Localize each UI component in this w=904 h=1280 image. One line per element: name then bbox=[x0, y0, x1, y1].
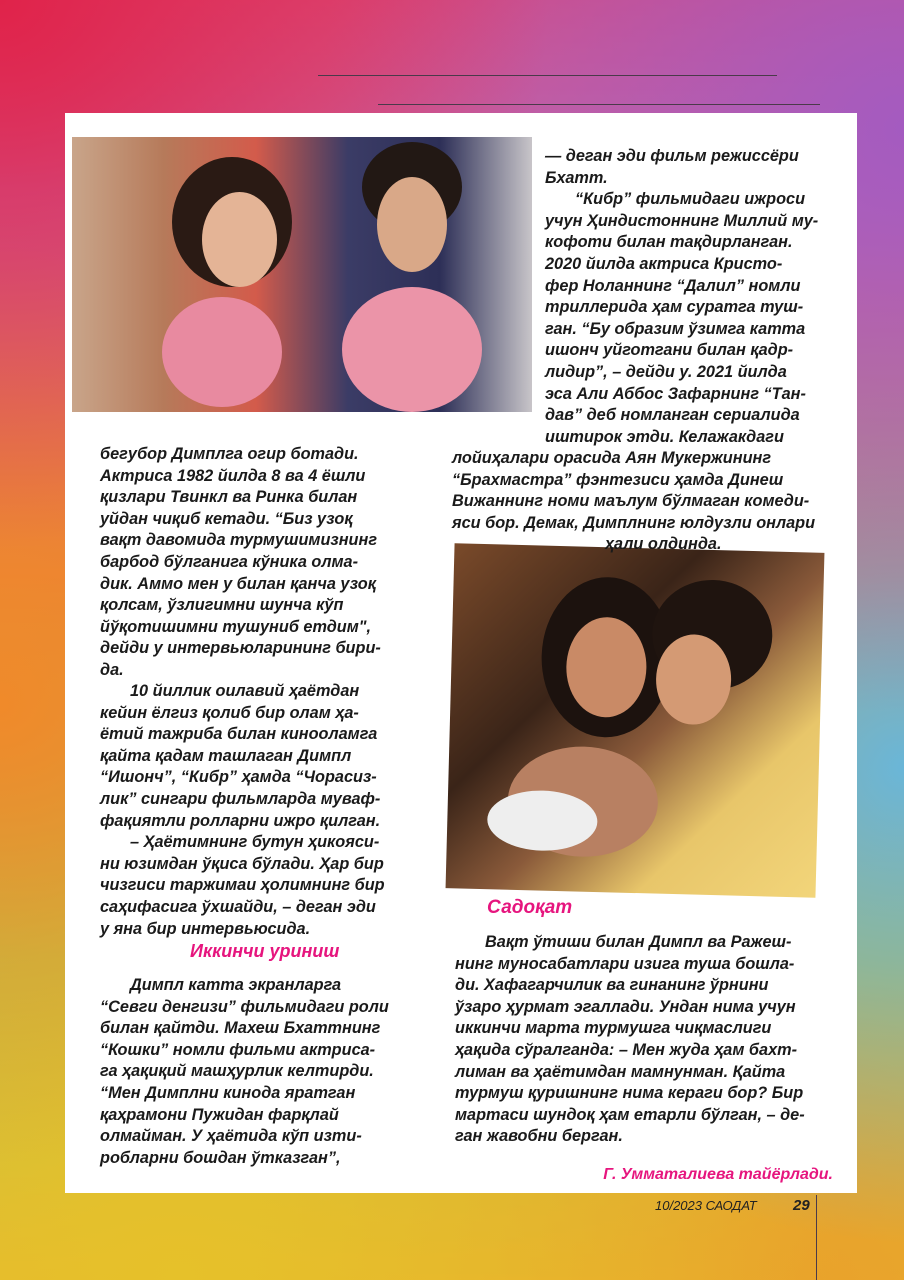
text-line: да. bbox=[100, 660, 124, 679]
text-line: “Ишонч”, “Кибр” ҳамда “Чорасиз- bbox=[100, 768, 377, 787]
text-line: иккинчи марта турмушга чиқмаслиги bbox=[455, 1019, 772, 1038]
text-line: уйдан чиқиб кетади. “Биз узоқ bbox=[100, 509, 353, 528]
decorative-line bbox=[318, 75, 777, 76]
text-line: Бхатт. bbox=[545, 168, 608, 187]
text-line: Вақт ўтиши билан Димпл ва Ражеш- bbox=[485, 933, 792, 951]
text-line: эса Али Аббос Зафарнинг “Тан- bbox=[545, 384, 806, 403]
text-line: учун Ҳиндистоннинг Миллий му- bbox=[545, 211, 819, 230]
text-line: лиман ва ҳаётимдан мамнунман. Қайта bbox=[455, 1062, 786, 1081]
wedding-photo bbox=[72, 137, 532, 412]
left-paragraph-1 bbox=[100, 444, 381, 682]
text-line: ётий тажриба билан кинооламга bbox=[100, 725, 378, 744]
text-line: дейди у интервьюларининг бири- bbox=[100, 639, 381, 658]
text-line: мартаси шундоқ ҳам етарли бўлган, – де- bbox=[455, 1105, 805, 1124]
text-line: саҳифасига ўхшайди, – деган эди bbox=[100, 897, 376, 916]
text-line: лик” сингари фильмларда муваф- bbox=[100, 789, 381, 808]
text-line: ди. Хафагарчилик ва гинанинг ўрнини bbox=[455, 976, 769, 995]
text-line: ишонч уйготгани билан қадр- bbox=[545, 341, 794, 360]
text-line: ҳақида сўралганда: – Мен жуда ҳам бахт- bbox=[455, 1040, 798, 1059]
text-line: ўзаро ҳурмат эгаллади. Ундан нима учун bbox=[455, 997, 796, 1016]
text-line: турмуш қуришнинг нима кераги бор? Бир bbox=[455, 1084, 804, 1103]
text-line: қайта қадам ташлаган Димпл bbox=[100, 746, 352, 765]
text-line: қолсам, ўзлигимни шунча кўп bbox=[100, 596, 344, 615]
text-line: дик. Аммо мен у билан қанча узоқ bbox=[100, 574, 376, 593]
right-paragraph-bottom bbox=[455, 932, 805, 1148]
text-line: Актриса 1982 йилда 8 ва 4 ёшли bbox=[100, 466, 366, 485]
text-line: нинг муносабатлари изига туша бошла- bbox=[455, 954, 795, 973]
text-line: йўқотишимни тушуниб етдим", bbox=[100, 617, 372, 636]
text-line: триллерида ҳам суратга туш- bbox=[545, 298, 804, 317]
text-line: робларни бошдан ўтказган”, bbox=[100, 1148, 341, 1167]
left-paragraph-3 bbox=[100, 975, 389, 1169]
text-line: ҳали олдинда. bbox=[605, 535, 722, 554]
text-line: “Мен Димплни кинода яратган bbox=[100, 1083, 356, 1102]
footer-divider bbox=[816, 1195, 817, 1280]
text-line: “Кошки” номли фильми актриса- bbox=[100, 1040, 376, 1059]
text-line: фер Ноланнинг “Далил” номли bbox=[545, 276, 801, 295]
text-line: Димпл катта экранларга bbox=[130, 976, 342, 994]
text-line: кейин ёлгиз қолиб бир олам ҳа- bbox=[100, 703, 359, 722]
text-line: 10 йиллик оилавий ҳаётдан bbox=[130, 682, 360, 700]
text-line: вақт давомида турмушимизнинг bbox=[100, 531, 378, 550]
text-line: ни юзимдан ўқиса бўлади. Ҳар бир bbox=[100, 854, 384, 873]
page-number: 29 bbox=[793, 1197, 810, 1214]
text-line: ган жавобни берган. bbox=[455, 1127, 623, 1146]
family-photo bbox=[446, 543, 825, 898]
issue-label: 10/2023 САОДАТ bbox=[655, 1198, 757, 1213]
text-line: “Брахмастра” фэнтезиси ҳамда Динеш bbox=[452, 470, 784, 489]
text-line: олмайман. У ҳаётида кўп изти- bbox=[100, 1127, 362, 1146]
text-line: иштирок этди. Келажакдаги bbox=[545, 427, 784, 446]
text-line: бегубор Димплга огир ботади. bbox=[100, 445, 359, 463]
text-line: 2020 йилда актриса Кристо- bbox=[545, 254, 783, 273]
section-heading-loyalty: Садоқат bbox=[487, 897, 573, 918]
text-line: қаҳрамони Пужидан фарқлай bbox=[100, 1105, 339, 1124]
text-line: кофоти билан тақдирланган. bbox=[545, 233, 793, 252]
text-line: ган. “Бу образим ўзимга катта bbox=[545, 319, 806, 338]
text-line: дав” деб номланган сериалида bbox=[545, 406, 800, 425]
author-signature: Г. Умматалиева тайёрлади. bbox=[603, 1166, 833, 1183]
text-line: барбод бўлганига кўника олма- bbox=[100, 552, 359, 571]
right-paragraph-top bbox=[545, 146, 818, 448]
text-line: яси бор. Демак, Димплнинг юлдузли онлари bbox=[452, 513, 816, 532]
text-line: чизгиси таржимаи ҳолимнинг бир bbox=[100, 876, 385, 895]
text-line: қизлари Твинкл ва Ринка билан bbox=[100, 488, 358, 507]
right-paragraph-wide bbox=[452, 448, 815, 556]
text-line: га ҳақиқий машҳурлик келтирди. bbox=[100, 1062, 374, 1081]
text-line: – Ҳаётимнинг бутун ҳикояси- bbox=[130, 833, 380, 852]
text-line: билан қайтди. Махеш Бхаттнинг bbox=[100, 1019, 381, 1038]
text-line: фақиятли ролларни ижро қилган. bbox=[100, 811, 381, 830]
text-line: Вижаннинг номи маълум бўлмаган комеди- bbox=[452, 492, 810, 511]
left-paragraph-2 bbox=[100, 681, 385, 940]
text-line: лойиҳалари орасида Аян Мукержининг bbox=[452, 449, 772, 467]
text-line: у яна бир интервьюсида. bbox=[100, 919, 311, 938]
text-line: “Севги денгизи” фильмидаги роли bbox=[100, 997, 389, 1016]
text-line: — деган эди фильм режиссёри bbox=[545, 147, 799, 165]
section-heading-second-attempt: Иккинчи уриниш bbox=[190, 941, 340, 961]
text-line: лидир”, – дейди у. 2021 йилда bbox=[545, 362, 787, 381]
text-line: “Кибр” фильмидаги ижроси bbox=[575, 190, 806, 209]
decorative-line bbox=[378, 104, 820, 105]
